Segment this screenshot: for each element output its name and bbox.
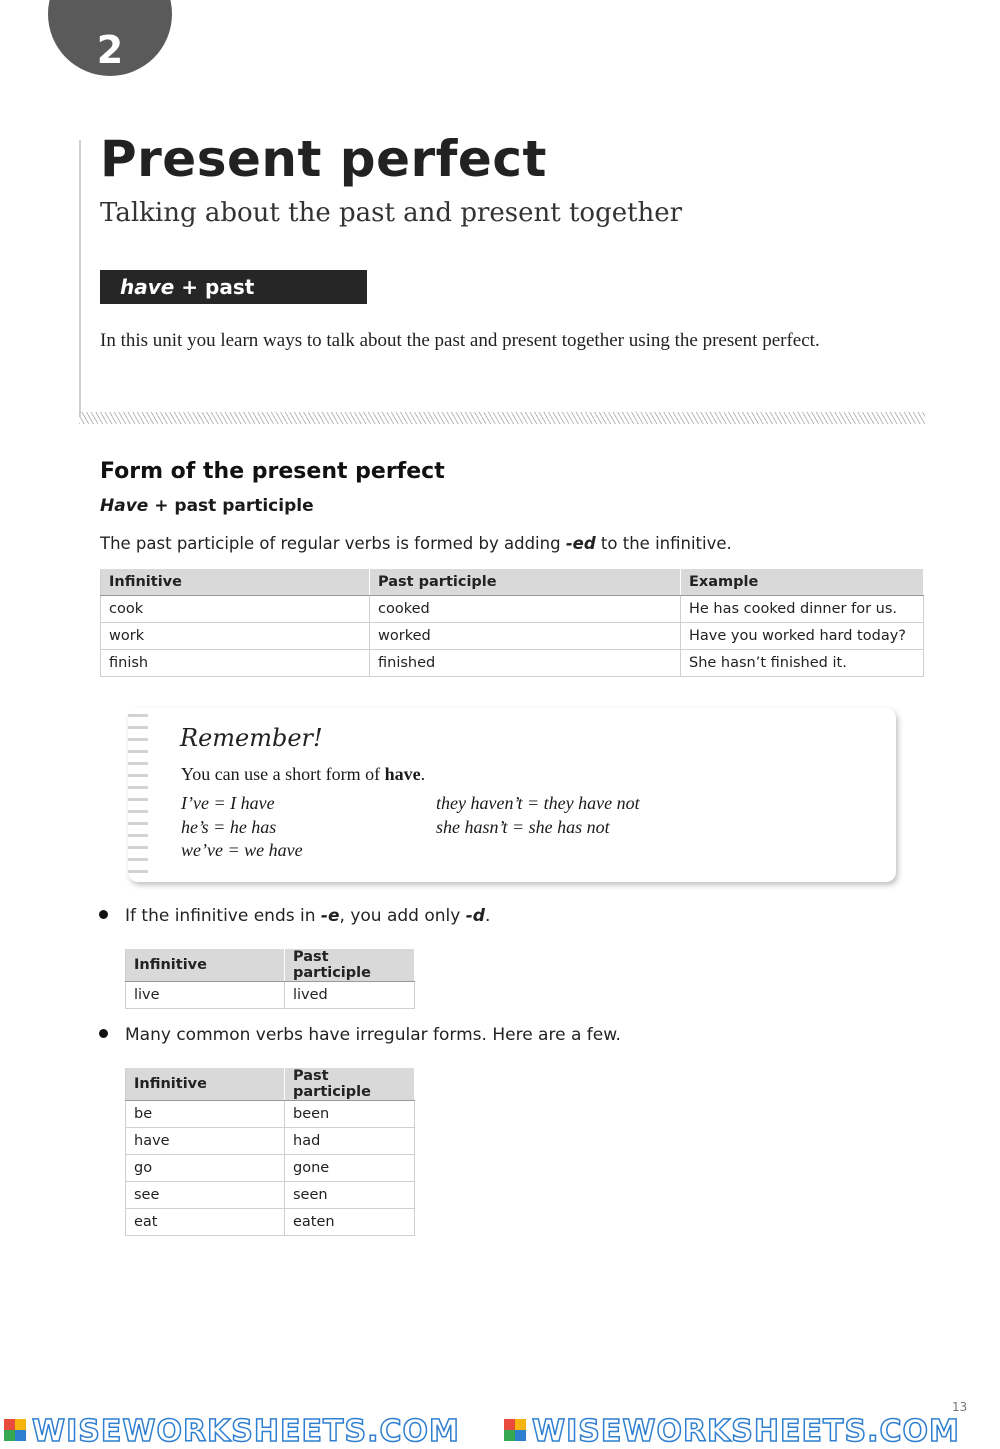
table-cell: He has cooked dinner for us. <box>681 596 924 623</box>
regular-verbs-table <box>100 569 924 677</box>
unit-number-badge <box>48 0 172 76</box>
table-row <box>101 650 924 677</box>
table-row <box>126 1128 415 1155</box>
short-forms-right <box>436 792 640 839</box>
bullet-text: Many common verbs have irregular forms. Here are a few. <box>125 1025 621 1045</box>
table-row <box>126 1101 415 1128</box>
table-cell: seen <box>285 1182 415 1209</box>
table-header-row <box>101 569 924 596</box>
watermark-text: WISEWORKSHEETS.COM <box>532 1414 960 1449</box>
table-row <box>126 982 415 1009</box>
table-cell: see <box>126 1182 285 1209</box>
remember-intro-bold: have <box>384 764 421 784</box>
table-cell: live <box>126 982 285 1009</box>
bullet-suffix: -e <box>320 906 340 926</box>
table-header-row <box>126 949 415 982</box>
form-banner <box>100 270 367 333</box>
column-header: Infinitive <box>101 569 370 596</box>
table-cell: been <box>285 1101 415 1128</box>
table-cell: be <box>126 1101 285 1128</box>
table-row <box>101 623 924 650</box>
bullet-dot-icon <box>99 1029 108 1038</box>
watermark-logo <box>4 1414 460 1449</box>
bullet-text: , you add only <box>339 906 466 926</box>
intro-frame-line <box>79 140 81 416</box>
table-cell: eat <box>126 1209 285 1236</box>
bullet-text: If the infinitive ends in <box>125 906 321 926</box>
table-cell: worked <box>370 623 681 650</box>
bullet-suffix: -d <box>465 906 485 926</box>
short-forms-left <box>181 792 303 863</box>
table-cell: lived <box>285 982 415 1009</box>
section-subheading <box>100 496 314 516</box>
short-form: we’ve = we have <box>181 840 303 860</box>
short-form: he’s = he has <box>181 816 277 837</box>
watermark-logo <box>504 1414 960 1449</box>
intro-paragraph: In this unit you learn ways to talk about the past and present together using the present perfect. <box>100 330 820 351</box>
column-header: Infinitive <box>126 949 285 982</box>
bullet-irregular <box>99 1025 621 1045</box>
table-cell: She hasn’t finished it. <box>681 650 924 677</box>
page-title: Present perfect <box>100 130 547 188</box>
table-cell: finish <box>101 650 370 677</box>
column-header: Infinitive <box>126 1068 285 1101</box>
logo-icon <box>504 1419 526 1441</box>
column-header: Past participle <box>285 1068 415 1101</box>
table-cell: have <box>126 1128 285 1155</box>
remember-intro <box>181 764 425 785</box>
hatched-divider <box>79 412 925 424</box>
banner-italic: have <box>120 275 175 299</box>
table-row <box>126 1182 415 1209</box>
rule-before: The past participle of regular verbs is formed by adding <box>100 534 566 553</box>
rule-after: to the infinitive. <box>595 534 732 553</box>
table-cell: finished <box>370 650 681 677</box>
remember-note <box>128 708 896 882</box>
table-cell: had <box>285 1128 415 1155</box>
regular-verb-rule <box>100 534 732 553</box>
remember-title: Remember! <box>180 724 323 752</box>
page-number: 13 <box>952 1400 968 1414</box>
table-cell: cooked <box>370 596 681 623</box>
rule-suffix: -ed <box>565 534 596 553</box>
table-row <box>126 1155 415 1182</box>
short-form: they haven’t = they have not <box>436 793 640 813</box>
page-subtitle: Talking about the past and present together <box>100 198 683 228</box>
table-cell: go <box>126 1155 285 1182</box>
remember-intro-before: You can use a short form of <box>181 764 385 784</box>
table-cell: work <box>101 623 370 650</box>
table-cell: gone <box>285 1155 415 1182</box>
table-row <box>101 596 924 623</box>
subheading-italic: Have <box>100 496 149 516</box>
logo-icon <box>4 1419 26 1441</box>
unit-number: 2 <box>96 28 124 72</box>
remember-intro-after: . <box>420 764 426 784</box>
watermark-bar <box>0 1408 1000 1449</box>
short-form: she hasn’t = she has not <box>436 816 610 837</box>
table-row <box>126 1209 415 1236</box>
bullet-e-ending <box>99 906 490 926</box>
table-cell: Have you worked hard today? <box>681 623 924 650</box>
notebook-spiral-icon <box>128 714 148 874</box>
section-title: Form of the present perfect <box>100 459 445 484</box>
short-form: I’ve = I have <box>181 793 275 813</box>
banner-rest: + past participle <box>120 275 255 333</box>
watermark-text: WISEWORKSHEETS.COM <box>32 1414 460 1449</box>
table-cell: eaten <box>285 1209 415 1236</box>
column-header: Past participle <box>370 569 681 596</box>
column-header: Past participle <box>285 949 415 982</box>
column-header: Example <box>681 569 924 596</box>
table-header-row <box>126 1068 415 1101</box>
bullet-text: . <box>484 906 491 926</box>
irregular-verbs-table <box>125 1068 415 1236</box>
table-cell: cook <box>101 596 370 623</box>
subheading-rest: + past participle <box>148 496 314 516</box>
e-ending-table <box>125 949 415 1009</box>
bullet-dot-icon <box>99 910 108 919</box>
